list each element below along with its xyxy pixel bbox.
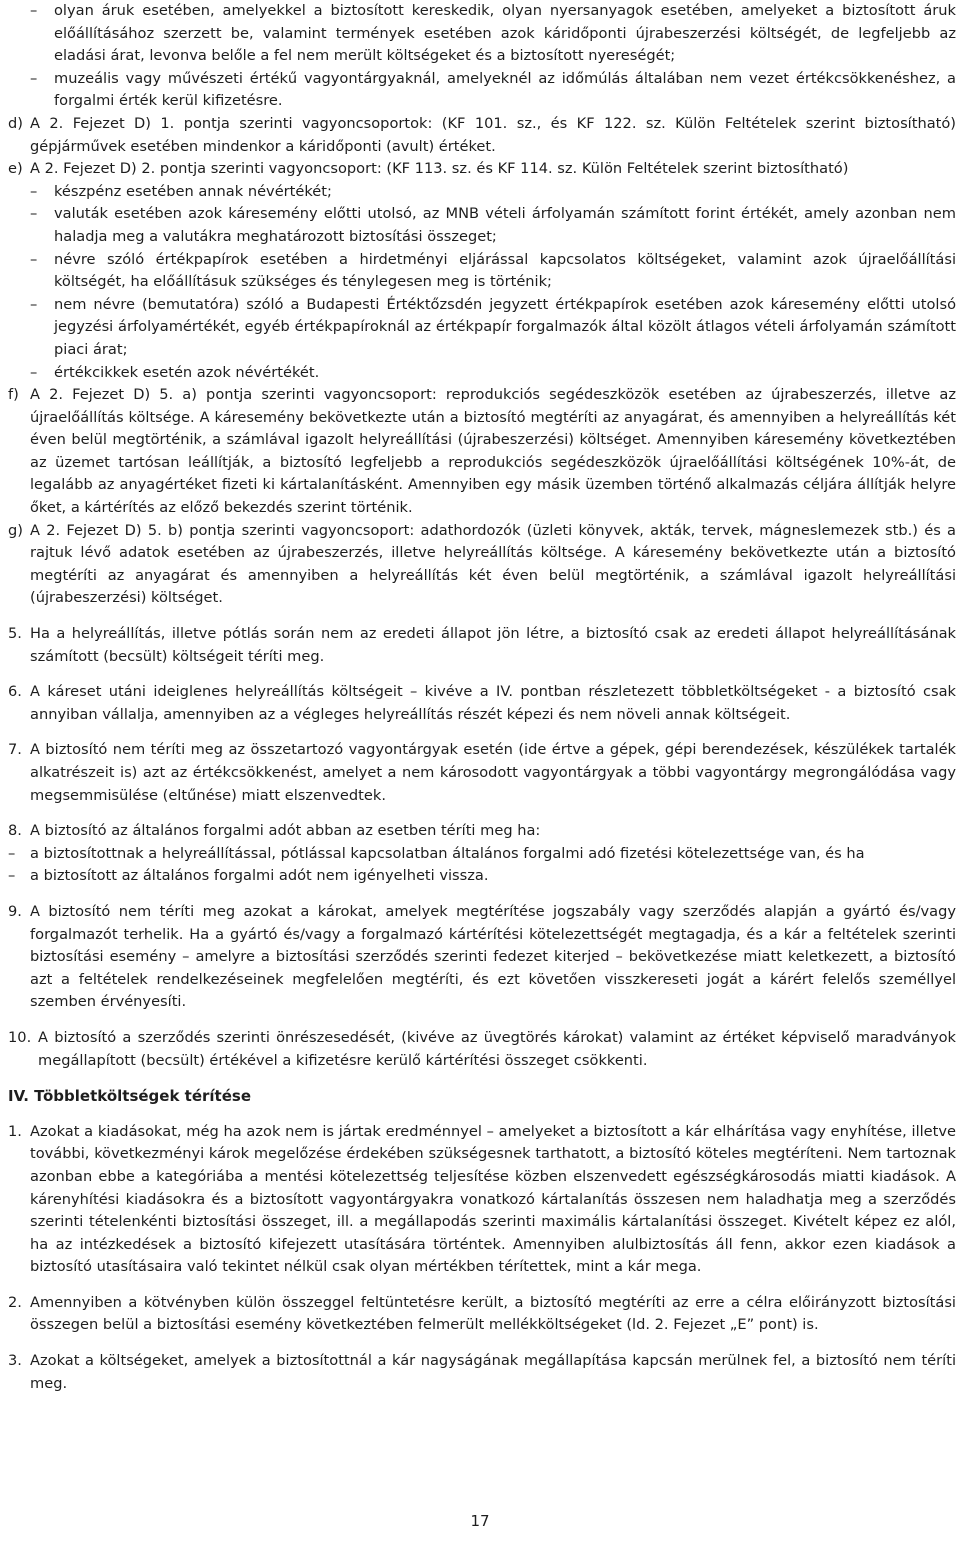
- item-label: d): [8, 114, 23, 132]
- item-text: A káreset utáni ideiglenes helyreállítás költségeit – kivéve a IV. pontban részletezett többletköltségeket - a biztosító csak annyiban vállalja, amennyiben az a végleges helyreállítás részét képezi és nem növeli annak költségeit.: [30, 683, 956, 723]
- p8-sub-item: – a biztosított az általános forgalmi adót nem igényelheti vissza.: [8, 865, 956, 888]
- item-text: A biztosító nem téríti meg azokat a károkat, amelyek megtérítése jogszabály vagy szerződés alapján a gyártó és/vagy forgalmazót terhelik. Ha a gyártó és/vagy a forgalmazó kártérítési kötelezettségét megtagadja, és a kár a feltételek szerinti biztosítási esemény – amelyre a biztosítási szerződés szerinti fedezet kiterjed – bekövetkezése miatt keletkezett, a biztosító azt a feltételek rendelkezéseinek megfelelően megtéríti, és ezt követően visszkereseti jogát a kárért felelős személlyel szemben érvényesíti.: [30, 902, 956, 1011]
- lettered-item-e: [8, 158, 956, 181]
- item-label: 6.: [8, 683, 22, 701]
- numbered-item-5: [8, 623, 956, 668]
- item-label: 9.: [8, 902, 22, 920]
- iv-item-1: [8, 1121, 956, 1279]
- iv-item-2: [8, 1292, 956, 1337]
- document-page: [8, 0, 956, 1395]
- lettered-item-d: [8, 113, 956, 158]
- item-label: 1.: [8, 1122, 22, 1140]
- e-sub-item: – nem névre (bemutatóra) szóló a Budapesti Értéktőzsdén jegyzett értékpapírok esetében azok káresemény előtti utolsó jegyzési árfolyamértékét, egyéb értékpapíroknál az értékpapír forgalmazók által közölt átlagos vételi árfolyamán számított piaci árat;: [8, 294, 956, 362]
- item-text: A 2. Fejezet D) 1. pontja szerinti vagyoncsoportok: (KF 101. sz., és KF 122. sz. Külön Feltételek szerint biztosítható) gépjárművek esetében mindenkor a káridőponti (avult) értéket.: [30, 114, 956, 155]
- item-text: A 2. Fejezet D) 5. a) pontja szerinti vagyoncsoport: reprodukciós segédeszközök esetében az újrabeszerzés, illetve az újraelőállítás költsége. A káresemény bekövetkezte után a biztosító megtéríti az anyagárat, és amennyiben a helyreállítás két éven belül megtörténik, a számlával igazolt helyreállítási (újrabeszerzési) költséget. Amennyiben káresemény következtében az üzemet tartósan leállítják, a biztosító legfeljebb a reprodukciós segédeszközök újraelőállítási költségének 10%-át, de legalább az anyagértéket fizeti ki kártalanításként. Amennyiben egy másik üzemben történő alkalmazás céljára állítják helyre őket, a kártérítés az előző bekezdés szerint történik.: [30, 386, 956, 517]
- continued-dash-item: – olyan áruk esetében, amelyekkel a biztosított kereskedik, olyan nyersanyagok esetében, amelyeket a biztosított áruk előállításához szerzett be, valamint termények esetében azok káridőponti újrabeszerzési költségét, de legfeljebb az eladási árat, levonva belőle a fel nem merült költségeket és a biztosított nyereségét;: [8, 0, 956, 68]
- item-label: e): [8, 160, 23, 178]
- e-sub-item: – készpénz esetében annak névértékét;: [8, 181, 956, 204]
- e-sub-item: – értékcikkek esetén azok névértékét.: [8, 362, 956, 385]
- item-label: g): [8, 521, 23, 539]
- numbered-item-7: [8, 739, 956, 807]
- item-text: Amennyiben a kötvényben külön összeggel feltüntetésre került, a biztosító megtéríti az erre a célra előirányzott biztosítási összegen belül a biztosítási esemény következtében felmerült mellékköltségeket (ld. 2. Fejezet „E” pont) is.: [30, 1293, 956, 1334]
- e-sub-item: – valuták esetében azok káresemény előtti utolsó, az MNB vételi árfolyamán számított forint értékét, amely azonban nem haladja meg a valutákra meghatározott biztosítási összeget;: [8, 203, 956, 248]
- numbered-item-9: [8, 901, 956, 1014]
- numbered-item-6: [8, 681, 956, 726]
- item-text: Azokat a kiadásokat, még ha azok nem is jártak eredménnyel – amelyeket a biztosított a kár elhárítása vagy enyhítése, illetve további, következményi károk megelőzése érdekében szükségesnek tarthatott, a biztosító köteles megtéríteni. Nem tartoznak azonban ebbe a kategóriába a mentési kötelezettség teljesítése közben elszenvedett egészségkárosodás miatti kiadások. A kárenyhítési kiadásokra és a biztosított vagyontárgyakra vonatkozó kártalanítás összesen nem haladhatja meg a szerződés szerinti tételenkénti biztosítási összeget, ill. a megállapodás szerinti maximális kártalanítási összeget. Kivételt képez ez alól, ha az intézkedések a biztosító kifejezett utasítására történtek. Amennyiben alulbiztosítás áll fenn, akkor ezen kiadások a biztosító utasításaira való tekintet nélkül csak olyan mértékben térítettek, mint a kár mega.: [30, 1122, 956, 1276]
- lettered-item-f: [8, 384, 956, 520]
- item-label: f): [8, 386, 19, 404]
- item-label: 3.: [8, 1352, 22, 1370]
- item-text: A 2. Fejezet D) 5. b) pontja szerinti vagyoncsoport: adathordozók (üzleti könyvek, akták, tervek, mágneslemezek stb.) és a rajtuk lévő adatok esetében az újrabeszerzés, illetve helyreállítás költsége. A káresemény bekövetkezte után a biztosító megtéríti az anyagárat és amennyiben a helyreállítás két éven belül megtörténik, a számlával igazolt helyreállítási (újrabeszerzési) költséget.: [30, 521, 956, 607]
- item-text: A 2. Fejezet D) 2. pontja szerinti vagyoncsoport: (KF 113. sz. és KF 114. sz. Külön Feltételek szerint biztosítható): [30, 160, 849, 178]
- page-number: 17: [470, 1512, 490, 1530]
- iv-item-3: [8, 1350, 956, 1395]
- continued-dash-item: – muzeális vagy művészeti értékű vagyontárgyaknál, amelyeknél az időmúlás általában nem vezet értékcsökkenéshez, a forgalmi érték kerül kifizetésre.: [8, 68, 956, 113]
- numbered-item-8: [8, 820, 956, 843]
- lettered-item-g: [8, 520, 956, 610]
- item-text: A biztosító nem téríti meg az összetartozó vagyontárgyak esetén (ide értve a gépek, gépi berendezések, készülékek tartalék alkatrészeit is) azt az értékcsökkenést, amelyet a nem károsodott vagyontárgyak a többi vagyontárgy megrongálódása vagy megsemmisülése (eltűnése) miatt elszenvedtek.: [30, 741, 956, 804]
- item-text: Azokat a költségeket, amelyek a biztosítottnál a kár nagyságának megállapítása kapcsán merülnek fel, a biztosító nem téríti meg.: [30, 1352, 956, 1392]
- item-text: A biztosító az általános forgalmi adót abban az esetben téríti meg ha:: [30, 822, 541, 840]
- item-text: Ha a helyreállítás, illetve pótlás során nem az eredeti állapot jön létre, a biztosító csak az eredeti állapot helyreállításának számított (becsült) költségeit téríti meg.: [30, 625, 956, 665]
- item-label: 10.: [8, 1028, 32, 1046]
- item-label: 7.: [8, 741, 22, 759]
- e-sub-item: – névre szóló értékpapírok esetében a hirdetményi eljárással kapcsolatos költségeket, valamint azok újraelőállítási költségét, ha előállításuk szükséges és ténylegesen meg is történik;: [8, 249, 956, 294]
- item-label: 8.: [8, 822, 22, 840]
- section-title: IV. Többletköltségek térítése: [8, 1087, 251, 1106]
- item-label: 2.: [8, 1293, 22, 1311]
- item-label: 5.: [8, 625, 22, 643]
- item-text: A biztosító a szerződés szerinti önrészesedését, (kivéve az üvegtörés károkat) valamint az értéket képviselő maradványok megállapított (becsült) értékével a kifizetésre kerülő kártérítési összeget csökkenti.: [38, 1028, 956, 1069]
- numbered-item-10: [8, 1027, 956, 1072]
- p8-sub-item: – a biztosítottnak a helyreállítással, pótlással kapcsolatban általános forgalmi adó fizetési kötelezettsége van, és ha: [8, 843, 956, 866]
